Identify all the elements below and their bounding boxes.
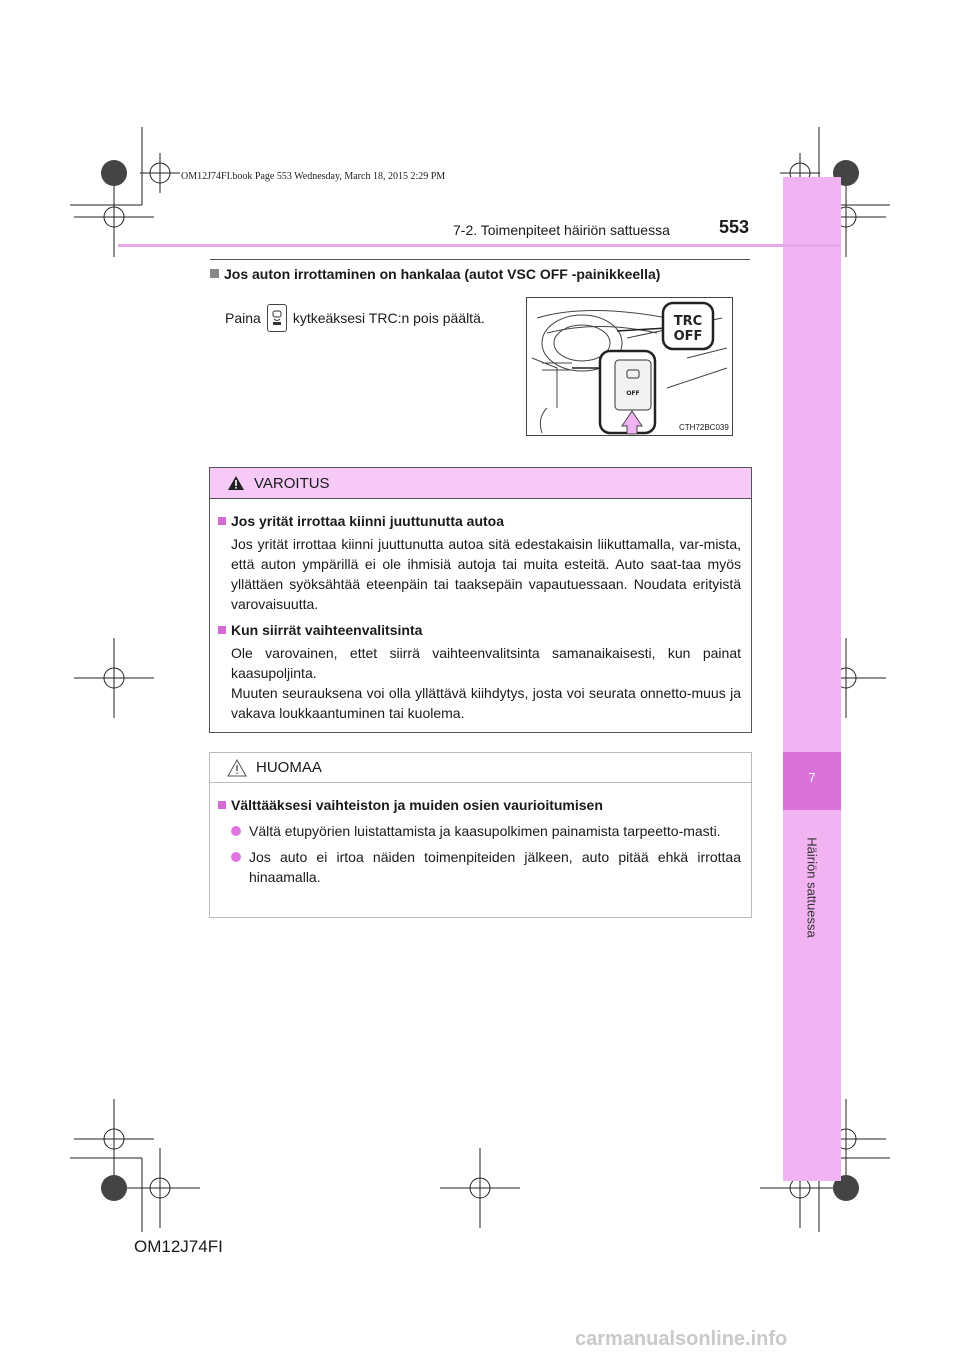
warning-section-heading: Kun siirrät vaihteenvalitsinta [218, 620, 741, 640]
chapter-number: 7 [808, 770, 816, 785]
notice-bullet: Vältä etupyörien luistattamista ja kaasupolkimen painamista tarpeetto-masti. [218, 821, 741, 841]
warning-triangle-icon [227, 475, 245, 491]
side-tab [783, 177, 841, 1181]
dot-bullet-icon [231, 826, 241, 836]
intro-heading: Jos auton irrottaminen on hankalaa (autot VSC OFF -painikkeella) [210, 266, 660, 282]
footer-code: OM12J74FI [134, 1237, 223, 1256]
notice-triangle-icon [227, 759, 247, 777]
section-title: 7-2. Toimenpiteet häiriön sattuessa [453, 222, 670, 238]
notice-body [210, 795, 751, 887]
square-bullet-icon [218, 626, 226, 634]
figure-button-label: OFF [626, 390, 640, 397]
callout-line-2: OFF [673, 329, 703, 344]
notice-bullet: Jos auto ei irtoa näiden toimenpiteiden jälkeen, auto pitää ehkä irrottaa hinaamalla. [218, 847, 741, 887]
chapter-title: Häiriön sattuessa [804, 837, 820, 938]
instruction: Paina kytkeäksesi TRC:n pois päältä. [225, 304, 485, 332]
warning-section-text: Muuten seurauksena voi olla yllättävä kiihdytys, josta voi seurata onnetto-muus ja vakava loukkaantuminen tai kuolema. [231, 685, 741, 721]
square-bullet-icon [218, 517, 226, 525]
dashboard-illustration [527, 298, 732, 435]
warning-body [210, 511, 751, 723]
page-number: 553 [719, 217, 750, 237]
figure-code: CTH72BC039 [679, 423, 729, 432]
warning-title: VAROITUS [254, 474, 330, 492]
warning-section-heading: Jos yrität irrottaa kiinni juuttunutta autoa [218, 511, 741, 531]
square-bullet-icon [218, 801, 226, 809]
callout-line-1: TRC [673, 314, 703, 329]
book-meta: OM12J74FI.book Page 553 Wednesday, March 18, 2015 2:29 PM [181, 171, 446, 182]
warning-section-text: Jos yrität irrottaa kiinni juuttunutta autoa sitä edestakaisin liikuttamalla, var-mista, että auton ympärillä ei ole ihmisiä autoja tai muita esteitä. Auto saat-taa myös yllättäen syöksähtää eteenpäin tai taaksepäin vapautuessaan. Noudata erityistä varovaisuutta. [231, 536, 741, 612]
watermark: carmanualsonline.info [575, 1328, 788, 1350]
warning-box [209, 467, 752, 733]
warning-section-text: Ole varovainen, ettet siirrä vaihteenvalitsinta samanaikaisesti, kun painat kaasupoljinta. [231, 645, 741, 681]
notice-heading: Välttääksesi vaihteiston ja muiden osien vaurioitumisen [218, 795, 741, 815]
notice-box [209, 752, 752, 918]
section-rule [210, 259, 750, 260]
dot-bullet-icon [231, 852, 241, 862]
notice-title: HUOMAA [256, 759, 322, 776]
notice-header [210, 753, 751, 783]
warning-header [210, 468, 751, 499]
vsc-off-button-icon [267, 304, 287, 332]
header-rule [118, 244, 840, 247]
dashboard-figure [526, 297, 733, 436]
square-bullet-icon [210, 269, 219, 278]
